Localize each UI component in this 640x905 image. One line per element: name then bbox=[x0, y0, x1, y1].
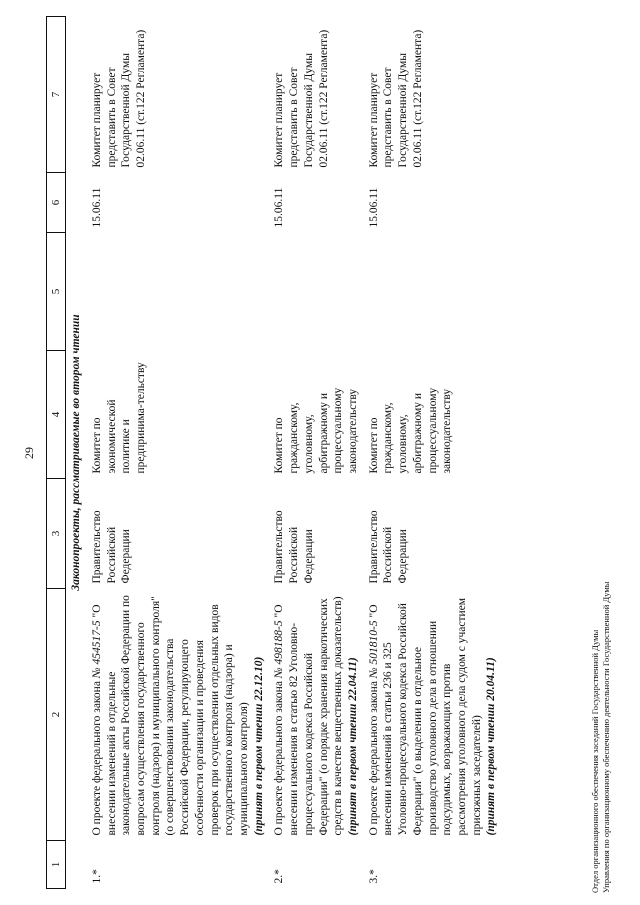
committee-cell: Комитет по гражданскому, уголовному, арбитражному и процессуальному законодательству bbox=[273, 387, 360, 474]
bill-title-intro: О проекте федерального закона bbox=[367, 681, 380, 836]
initiator-cell: Правительство Российской Федерации bbox=[367, 510, 410, 584]
bill-title-cell bbox=[269, 589, 363, 841]
date-cell: 15.06.11 bbox=[367, 187, 380, 228]
section-header-row bbox=[66, 17, 87, 889]
row-index: 1.* bbox=[90, 869, 103, 884]
page-number: 29 bbox=[22, 447, 36, 459]
first-reading-note: (принят в первом чтении 20.04.11) bbox=[485, 657, 498, 836]
bill-title-cell bbox=[87, 589, 270, 841]
initiator-cell: Правительство Российской Федерации bbox=[273, 510, 315, 584]
footer-line: Управления по организационному обеспечению деятельности Государственной Думы bbox=[601, 581, 612, 893]
bill-number: № 498188-5 bbox=[273, 620, 286, 679]
committee-cell: Комитет по экономической политике и предпринима-тельству bbox=[90, 362, 147, 474]
row-index: 3.* bbox=[367, 869, 380, 884]
column-5-cell bbox=[269, 233, 363, 351]
column-number: 6 bbox=[47, 173, 66, 233]
column-5-cell bbox=[87, 233, 270, 351]
column-number: 4 bbox=[47, 351, 66, 479]
note-cell: Комитет планирует представить в Совет Государственной Думы 02.06.11 (ст.122 Регламента) bbox=[367, 29, 424, 168]
footer-line: Отдел организационного обеспечения заседаний Государственной Думы bbox=[590, 629, 600, 893]
column-number: 2 bbox=[47, 589, 66, 841]
bills-table bbox=[46, 16, 502, 889]
date-cell: 15.06.11 bbox=[273, 187, 286, 228]
initiator-cell: Правительство Российской Федерации bbox=[90, 510, 133, 584]
column-5-cell bbox=[364, 233, 502, 351]
committee-cell: Комитет по гражданскому, уголовному, арбитражному и процессуальному законодательству bbox=[367, 387, 454, 474]
table-row bbox=[269, 17, 363, 889]
bill-title-body: "О внесении изменений в отдельные законодательные акты Российской Федерации по вопросам осуществления государственного контроля (надзора) и муниципального контроля" (о совершенствовании законодательства Российской Федерации, регулирующего особенности организации и проведения проверок при осуществлении отдельных видов государственного контроля (надзора) и муниципального контроля) bbox=[90, 595, 250, 836]
bill-title-cell bbox=[364, 589, 502, 841]
row-index: 2.* bbox=[273, 869, 286, 884]
bill-title-intro: О проекте федерального закона bbox=[90, 681, 103, 836]
bill-title-intro: О проекте федерального закона bbox=[273, 681, 286, 836]
section-title: Законопроекты, рассматриваемые во втором чтении bbox=[70, 314, 83, 591]
column-number-row bbox=[47, 17, 66, 889]
first-reading-note: (принят в первом чтении 22.12.10) bbox=[252, 656, 265, 836]
note-cell: Комитет планирует представить в Совет Государственной Думы 02.06.11 (ст.122 Регламента) bbox=[273, 29, 330, 168]
column-number: 1 bbox=[47, 841, 66, 889]
first-reading-note: (принят в первом чтении 22.04.11) bbox=[347, 657, 360, 836]
table-row bbox=[87, 17, 270, 889]
page-footer bbox=[590, 582, 613, 893]
bill-number: № 454517-5 bbox=[90, 620, 103, 679]
column-number: 7 bbox=[47, 17, 66, 173]
column-number: 3 bbox=[47, 479, 66, 589]
date-cell: 15.06.11 bbox=[90, 187, 103, 228]
note-cell: Комитет планирует представить в Совет Государственной Думы 02.06.11 (ст.122 Регламента) bbox=[90, 29, 147, 168]
bill-title-body: "О внесении изменений в статьи 236 и 325 Уголовно-процессуального кодекса Российской Федерации" (о выделении в отдельное производство уголовного дела в отношении подсудимых, возражающих против рассмотрения уголовного дела судом с участием присяжных заседателей) bbox=[367, 597, 483, 836]
bill-number: № 501810-5 bbox=[367, 620, 380, 679]
bill-title-body: "О внесении изменения в статью 82 Уголовно-процессуального кодекса Российской Федерации" (о порядке хранения наркотических средств в качестве вещественных доказательств) bbox=[273, 596, 345, 836]
document-page bbox=[20, 13, 630, 893]
table-row bbox=[364, 17, 502, 889]
column-number: 5 bbox=[47, 233, 66, 351]
